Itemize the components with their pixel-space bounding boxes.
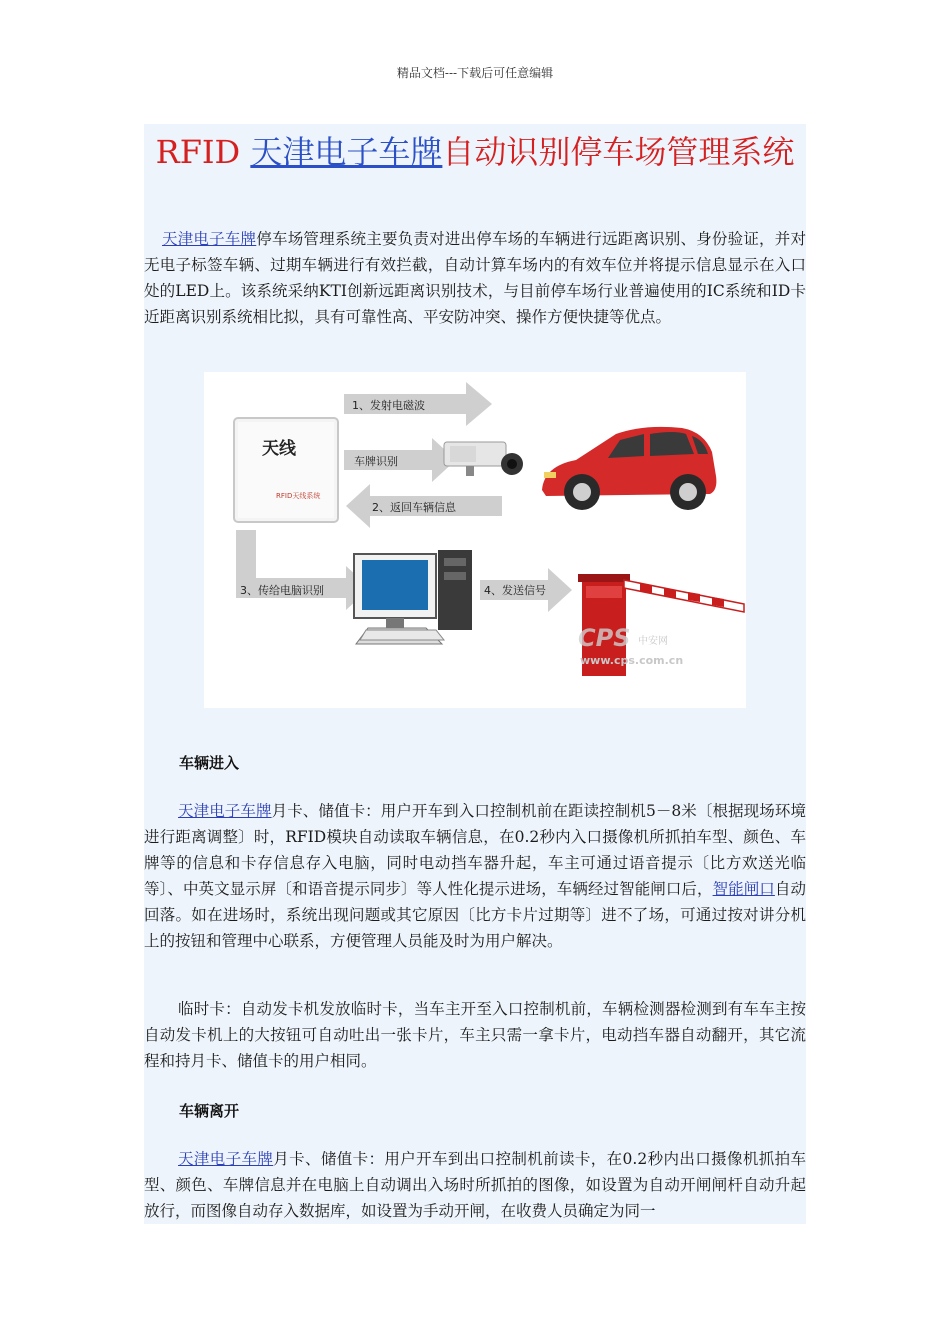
exit-heading: 车辆离开 bbox=[179, 1102, 240, 1120]
smart-gate-link[interactable]: 智能闸口 bbox=[712, 880, 775, 898]
entry-paragraph-1 bbox=[144, 798, 806, 954]
page-header: 精品文档---下载后可任意编辑 bbox=[396, 66, 554, 80]
antenna-brand: RFID天线系统 bbox=[276, 492, 321, 500]
document-title bbox=[144, 128, 806, 176]
intro-link[interactable]: 天津电子车牌 bbox=[162, 230, 257, 248]
exit-paragraph-1 bbox=[144, 1146, 806, 1224]
intro-paragraph bbox=[144, 226, 806, 330]
title-link[interactable]: 天津电子车牌 bbox=[250, 133, 443, 171]
title-suffix: 自动识别停车场管理系统 bbox=[442, 133, 795, 171]
antenna-label: 天线 bbox=[262, 439, 296, 459]
exit-link[interactable]: 天津电子车牌 bbox=[178, 1150, 274, 1168]
document-body bbox=[144, 124, 806, 1224]
entry-paragraph-2: 临时卡：自动发卡机发放临时卡，当车主开至入口控制机前，车辆检测器检测到有车车主按自动发卡机上的大按钮可自动吐出一张卡片，车主只需一拿卡片，电动挡车器自动翻开，其它流程和持月卡、储值卡的用户相同。 bbox=[144, 1000, 806, 1070]
watermark-logo: CPS bbox=[578, 624, 631, 652]
exit-text: 月卡、储值卡：用户开车到出口控制机前读卡，在0.2秒内出口摄像机抓拍车型、颜色、车牌信息并在电脑上自动调出入场时所抓拍的图像，如设置为自动开闸闸杆自动升起放行，而图像自动存入数据库，如设置为手动开闸，在收费人员确定为同一 bbox=[144, 1150, 806, 1220]
entry-text-a: 月卡、储值卡：用户开车到入口控制机前在距读控制机5－8米〔根据现场环境进行距离调整〕时，RFID模块自动读取车辆信息，在0.2秒内入口摄像机所抓拍车型、颜色、车牌等的信息和卡存信息存入电脑，同时电动挡车器升起，车主可通过语音提示〔比方欢送光临等〕、中英文显示屏〔和语音提示同步〕等人性化提示进场，车辆经过智能闸口后， bbox=[144, 802, 806, 898]
step4-label: 4、发送信号 bbox=[484, 584, 546, 597]
plate-recognition-label: 车牌识别 bbox=[354, 455, 398, 468]
entry-link[interactable]: 天津电子车牌 bbox=[178, 802, 272, 820]
entry-text-b: 自动回落。如在进场时，系统出现问题或其它原因〔比方卡片过期等〕进不了场，可通过按对讲分机上的按钮和管理中心联系，方便管理人员能及时为用户解决。 bbox=[144, 880, 806, 950]
arrow-computer bbox=[236, 530, 370, 610]
car-icon bbox=[542, 427, 716, 510]
entry-heading: 车辆进入 bbox=[179, 754, 240, 772]
camera-icon bbox=[444, 442, 523, 476]
watermark-url: www.cps.com.cn bbox=[580, 654, 684, 667]
antenna-panel bbox=[234, 418, 338, 522]
step2-label: 2、返回车辆信息 bbox=[372, 501, 456, 514]
intro-text: 停车场管理系统主要负责对进出停车场的车辆进行远距离识别、身份验证，并对无电子标签车辆、过期车辆进行有效拦截，自动计算车场内的有效车位并将提示信息显示在入口处的LED上。该系统采纳KTI创新远距离识别技术，与目前停车场行业普遍使用的IC系统和ID卡近距离识别系统相比拟，具有可靠性高、平安防冲突、操作方便快捷等优点。 bbox=[144, 230, 806, 326]
computer-icon bbox=[354, 550, 472, 644]
step1-label: 1、发射电磁波 bbox=[352, 399, 425, 412]
step3-label: 3、传给电脑识别 bbox=[240, 584, 324, 597]
system-diagram bbox=[204, 372, 746, 708]
title-prefix: RFID bbox=[155, 133, 251, 171]
watermark-cn: 中安网 bbox=[638, 636, 668, 647]
